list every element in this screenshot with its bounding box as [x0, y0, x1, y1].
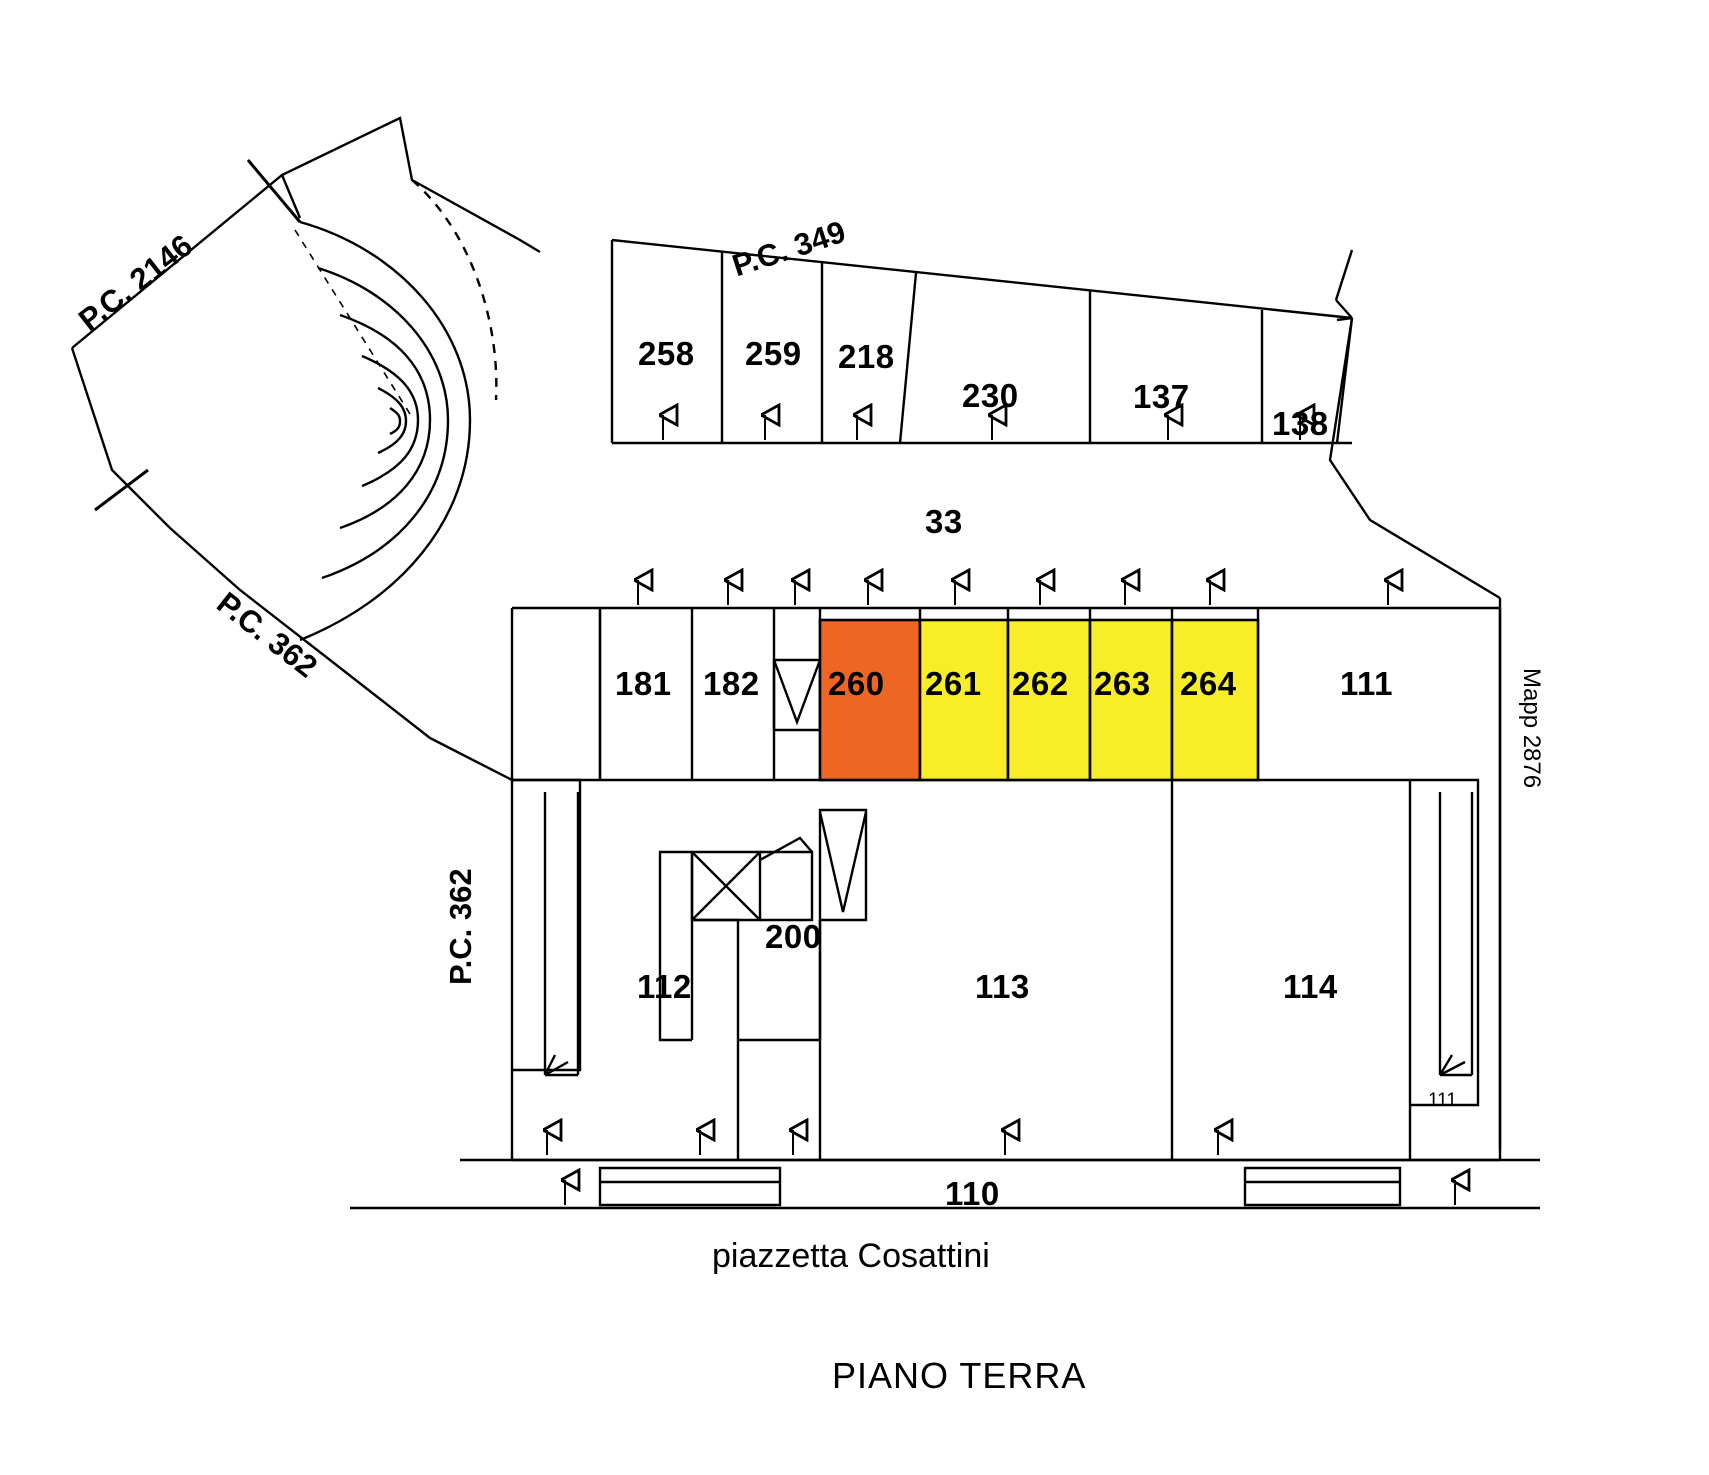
unit-label-111: 111 — [1340, 665, 1393, 702]
unit-label-261: 261 — [925, 665, 982, 702]
unit-label-114: 114 — [1283, 968, 1338, 1005]
street-label: piazzetta Cosattini — [712, 1237, 990, 1275]
label-mapp-2876: Mapp 2876 — [1518, 668, 1545, 789]
unit-label-230: 230 — [962, 377, 1019, 414]
unit-label-218: 218 — [838, 338, 895, 375]
unit-label-264: 264 — [1180, 665, 1237, 702]
unit-label-258: 258 — [638, 335, 695, 372]
label-pc-349: P.C. 349 — [728, 213, 850, 284]
label-pc-362-lower: P.C. 362 — [443, 868, 478, 985]
unit-label-200: 200 — [765, 918, 822, 955]
unit-label-111-small: 111 — [1428, 1090, 1457, 1111]
label-pc-2146: P.C. 2146 — [72, 227, 200, 338]
unit-label-137: 137 — [1133, 378, 1190, 415]
unit-label-33: 33 — [925, 503, 963, 540]
label-pc-362-upper: P.C. 362 — [210, 585, 324, 685]
unit-label-263: 263 — [1094, 665, 1151, 702]
unit-label-138: 138 — [1272, 405, 1329, 442]
unit-label-181: 181 — [615, 665, 672, 702]
unit-label-112: 112 — [637, 968, 692, 1005]
unit-label-262: 262 — [1012, 665, 1069, 702]
plan-title: PIANO TERRA — [832, 1355, 1087, 1396]
unit-label-182: 182 — [703, 665, 760, 702]
unit-label-113: 113 — [975, 968, 1030, 1005]
unit-label-259: 259 — [745, 335, 802, 372]
unit-label-110: 110 — [945, 1175, 1000, 1212]
unit-label-260: 260 — [828, 665, 885, 702]
